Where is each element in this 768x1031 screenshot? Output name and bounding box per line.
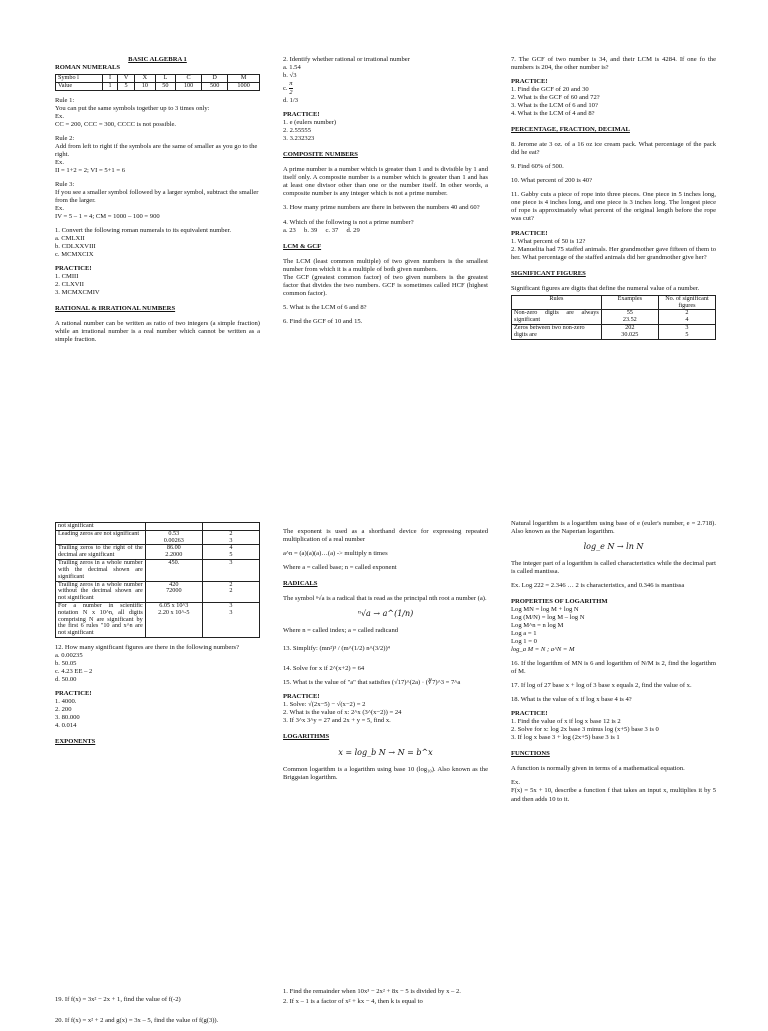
table-header: Rules: [512, 295, 602, 310]
table-cell: not significant: [56, 523, 146, 531]
column-numbers: [283, 56, 488, 332]
table-cell: Non-zero digits are always significant: [512, 310, 602, 325]
question-6: 6. Find the GCF of 10 and 15.: [283, 317, 363, 325]
table-cell: 55 23.52: [601, 310, 658, 325]
question-5: 5. What is the LCM of 6 and 8?: [283, 303, 367, 311]
table-cell: D: [202, 75, 228, 83]
rational-heading: RATIONAL & IRRATIONAL NUMBERS: [55, 305, 176, 313]
column-roman-numerals: [55, 56, 260, 351]
characteristics-example: Ex. Log 222 = 2.346 … 2 is characteristics, and 0.346 is mantissa: [511, 581, 685, 589]
characteristics-text: The integer part of a logarithm is called characteristics while the decimal part is called mantissa.: [511, 559, 716, 575]
practice-roman: PRACTICE! 1. CMIII 2. CLXVII 3. MCMXCMIV: [55, 265, 100, 297]
question-20: 20. If f(x) = x² + 2 and g(x) = 3x – 5, find the value of f(g(3)).: [55, 1017, 219, 1025]
practice-percent: PRACTICE! 1. What percent of 50 is 12? 2. Manuelita had 75 staffed animals. Her grandmother gave fifteen of them to her. What percentage of the staffed animals did her grandmother give her?: [511, 229, 716, 261]
list-item: Log a = 1: [511, 630, 537, 638]
table-cell: 50: [155, 82, 175, 90]
significant-figures-table: [511, 295, 716, 340]
table-cell: 100: [176, 82, 202, 90]
question-3: 3. How many prime numbers are there in between the numbers 40 and 60?: [283, 204, 480, 212]
list-item: Log MN = log M + log N: [511, 605, 579, 613]
column-percent-sigfig: [511, 56, 716, 346]
significant-figures-text: Significant figures are digits that define the numeral value of a number.: [511, 284, 700, 292]
table-cell: 6.05 x 10^3 2.20 x 10^-5: [145, 602, 202, 637]
radical-text: The symbol ⁿ√a is a radical that is read as the principal nth root a number (a).: [283, 595, 487, 603]
column-sigfig-continued: [55, 520, 260, 753]
table-cell: V: [117, 75, 134, 83]
table-cell: 1000: [228, 82, 260, 90]
table-cell: Trailing zeros to the right of the decimal are significant: [56, 545, 146, 560]
page-title: BASIC ALGEBRA 1: [128, 56, 187, 63]
question-18: 18. What is the value of x if log x base 4 is 4?: [511, 696, 632, 704]
column-logarithms-functions: [511, 520, 716, 810]
question-4: 4. Which of the following is not a prime number? a. 23 b. 39 c. 37 d. 29: [283, 218, 414, 234]
table-row: [512, 310, 716, 325]
list-item: Log 1 = 0: [511, 638, 537, 646]
table-cell: Zeros between two non-zero digits are: [512, 324, 602, 339]
table-cell: 450.: [145, 560, 202, 581]
rule-2: Rule 2: Add from left to right if the symbols are the same of smaller as you go to the right. Ex. II = 1+2 = 2; VI = 5+1 = 6: [55, 134, 258, 174]
table-cell: Symbo l: [56, 75, 103, 83]
rule-1: Rule 1: You can put the same symbols together up to 3 times only: Ex. CC = 200, CCC = 300, CCCC is not possible.: [55, 96, 210, 128]
practice-exponents: PRACTICE! 1. Solve: √(2x−5) − √(x−2) = 2 2. What is the value of x: 2^x (3^(x−2)) = 24 3. If 3^x 3^y = 27 and 2x + y = 5, find x.: [283, 693, 402, 725]
table-cell: 202 30.025: [601, 324, 658, 339]
radical-where: Where n = called index; a = called radicand: [283, 626, 399, 634]
composite-heading: COMPOSITE NUMBERS: [283, 151, 358, 159]
remainder-question-1: 1. Find the remainder when 10x³ − 2x² + 8x − 5 is divided by x – 2.: [283, 988, 461, 995]
natural-logarithm-text: Natural logarithm is a logarithm using base of e (euler's number, e = 2.718). Also known as the Naperian logarithm.: [511, 520, 716, 536]
question-17: 17. If log of 27 base x + log of 3 base x equals 2, find the value of x.: [511, 682, 692, 690]
table-header: No. of significant figures: [658, 295, 715, 310]
table-cell: 2 2: [202, 581, 259, 602]
table-cell: 2 4: [658, 310, 715, 325]
table-cell: I: [103, 75, 118, 83]
roman-numerals-heading: ROMAN NUMERALS: [55, 64, 121, 72]
table-cell: 500: [202, 82, 228, 90]
functions-example: Ex. F(x) = 5x + 10, describe a function f that takes an input x, multiplies it by 5 and then adds 10 to it.: [511, 779, 716, 803]
table-header: Examples: [601, 295, 658, 310]
pi-over-2-fraction: $\frac{\pi}{2}$: [289, 80, 293, 97]
question-11: 11. Gabby cuts a piece of rope into three pieces. One piece in 5 inches long, one piece is 4 inches long, and one piece is 3 inches long. The longest piece of rope is approximately what percent of the original length before the rope was cut?: [511, 191, 716, 223]
question-19: 19. If f(x) = 3x² − 2x + 1, find the value of f(-2): [55, 996, 181, 1003]
significant-figures-table-continued: [55, 522, 260, 638]
logarithm-definition: x = log_b N → N = b^x: [338, 748, 433, 758]
lcm-gcf-heading: LCM & GCF: [283, 242, 322, 250]
table-cell: 420 72000: [145, 581, 202, 602]
natural-log-equation: log_e N → ln N: [583, 542, 644, 552]
table-cell: 86.00 2.2000: [145, 545, 202, 560]
radical-equation: ⁿ√a → a^(1/n): [357, 609, 414, 619]
table-cell: M: [228, 75, 260, 83]
exponent-where: Where a = called base; n = called exponent: [283, 564, 397, 572]
question-14: 14. Solve for x if 2^(x+2) = 64: [283, 665, 365, 672]
practice-sigfig: PRACTICE! 1. 4000. 2. 200 3. 80.000 4. 0.014: [55, 690, 92, 730]
column-functions-continued: [55, 996, 260, 1031]
remainder-question-2: 2. If x – 1 is a factor of x² + kx − 4, then k is equal to: [283, 998, 423, 1006]
question-8: 8. Jerome ate 3 oz. of a 16 oz ice cream pack. What percentage of the pack did he eat?: [511, 141, 716, 157]
table-cell: 5: [117, 82, 134, 90]
question-13: 13. Simplify: (mn²)³ / (m^(1/2) n^(3/2))⁴: [283, 644, 390, 652]
percentage-heading: PERCENTAGE, FRACTION, DECIMAL: [511, 126, 630, 134]
log-properties-list: [511, 606, 716, 654]
common-logarithm-text: Common logarithm is a logarithm using base 10 (log₁₀). Also known as the Briggsian logarithm.: [283, 765, 488, 781]
table-cell: 3 5: [658, 324, 715, 339]
table-cell: 3 3: [202, 602, 259, 637]
functions-text: A function is normally given in terms of a mathematical equation.: [511, 765, 685, 773]
question-12: 12. How many significant figures are there in the following numbers? a. 0.00235 b. 50.05 c. 4.23 EE – 2 d. 50.00: [55, 644, 240, 684]
exponents-heading: EXPONENTS: [55, 738, 96, 746]
functions-heading: FUNCTIONS: [511, 750, 550, 758]
table-cell: 10: [135, 82, 155, 90]
table-cell: 4 5: [202, 545, 259, 560]
list-item: Log M^n = n log M: [511, 622, 564, 629]
list-item: Log (M/N) = log M – log N: [511, 613, 585, 621]
rule-3: Rule 3: If you see a smaller symbol followed by a larger symbol, subtract the smaller from the larger. Ex. IV = 5 – 1 = 4; CM = 1000 – 100 = 900: [55, 180, 259, 221]
lcm-text: The LCM (least common multiple) of two given numbers is the smallest number from which it is a multiple of both given numbers.: [283, 257, 488, 273]
table-row: [56, 75, 260, 83]
table-cell: 0.53 0.00263: [145, 530, 202, 545]
question-9: 9. Find 60% of 500.: [511, 163, 564, 171]
practice-logarithms: PRACTICE! 1. Find the value of x if log x base 12 is 2 2. Solve for x: log 2x base 3 minus log (x+5) base 3 is 0 3. If log x base 3 + log (2x+5) base 3 is 1: [511, 710, 659, 742]
question-1: 1. Convert the following roman numerals to its equivalent number. a. CMLXII b. CDLXXVIII c. MCMXCIX: [55, 227, 231, 259]
question-15: 15. What is the value of "a" that satisfies (√17)^(2a) · (∛7)^3 = 7^a: [283, 679, 461, 687]
question-2: 2. Identify whether rational or irrational number a. 1.54 b. √3 c. $\frac{\pi}{2}$ d. 1/3: [283, 56, 410, 105]
table-header-row: [512, 295, 716, 310]
question-16: 16. If the logarithm of MN is 6 and logarithm of N/M is 2, find the logarithm of M.: [511, 660, 716, 676]
table-cell: Value: [56, 82, 103, 90]
composite-text: A prime number is a number which is greater than 1 and is divisible by 1 and itself only. A composite number is a number which is greater than 1 and has at least one divisor other than one or the number itself. In other words, a composite number is any integer which is not a prime number.: [283, 166, 488, 198]
logarithms-heading: LOGARITHMS: [283, 733, 330, 741]
table-row: [56, 602, 260, 637]
column-exponents-radicals: [283, 528, 488, 788]
table-row: [56, 581, 260, 602]
practice-gcf: PRACTICE! 1. Find the GCF of 20 and 30 2. What is the GCF of 60 and 72? 3. What is the LCM of 6 and 10? 4. What is the LCM of 4 and 8?: [511, 78, 600, 118]
table-row: [56, 545, 260, 560]
table-cell: 3: [202, 560, 259, 581]
table-cell: Leading zeros are not significant: [56, 530, 146, 545]
table-cell: L: [155, 75, 175, 83]
column-remainder: [283, 988, 488, 1012]
exponent-formula: a^n = (a)(a)(a)…(a) -> multiply n times: [283, 550, 388, 558]
rational-text: A rational number can be written as ratio of two integers (a simple fraction) while an irrational number is a real number which cannot be written as a simple fraction.: [55, 320, 260, 344]
table-row: [56, 560, 260, 581]
table-cell: For a number in scientific notation N x 10^n, all digits comprising N are significant by the first 6 rules "10 and x^n are not significant: [56, 602, 146, 637]
table-cell: Trailing zeros in a whole number with the decimal shown are significant: [56, 560, 146, 581]
practice-rational: PRACTICE! 1. e (eulers number) 2. 2.55555 3. 3.232323: [283, 111, 337, 143]
question-10: 10. What percent of 200 is 40?: [511, 177, 592, 185]
radicals-heading: RADICALS: [283, 580, 318, 588]
list-item: log_a M = N ; a^N = M: [511, 646, 575, 654]
log-properties-heading: PROPERTIES OF LOGARITHM: [511, 597, 608, 605]
table-row: [512, 324, 716, 339]
table-row: [56, 82, 260, 90]
table-cell: C: [176, 75, 202, 83]
table-cell: X: [135, 75, 155, 83]
table-cell: Trailing zeros in a whole number without the decimal shown are not significant: [56, 581, 146, 602]
table-row: [56, 530, 260, 545]
gcf-text: The GCF (greatest common factor) of two given numbers is the greatest factor that divides the two numbers. GCF is sometimes called HCF (highest common factor).: [283, 273, 488, 297]
table-cell: 2 3: [202, 530, 259, 545]
question-7: 7. The GCF of two number is 34, and their LCM is 4284. If one fo the numbers is 204, the other number is?: [511, 56, 716, 72]
table-cell: 1: [103, 82, 118, 90]
exponent-text: The exponent is used as a shorthand device for expressing repeated multiplication of a real number: [283, 528, 488, 544]
roman-numerals-table: [55, 74, 260, 91]
significant-figures-heading: SIGNIFICANT FIGURES: [511, 269, 586, 277]
